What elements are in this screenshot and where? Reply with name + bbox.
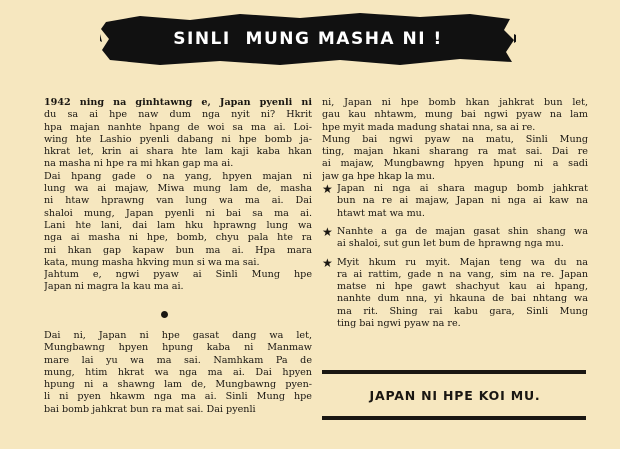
text-line: hpe myit mada madung shatai nna, sa ai re. (322, 121, 536, 133)
text-line: nanhte dum nna, yi hkauna de bai nhtang wa (337, 293, 588, 305)
left-paragraph-2 (44, 171, 312, 269)
text-line: bun na re ai majaw, Japan ni nga ai kaw na (337, 195, 588, 207)
text-line: mung, htim hkrat wa nga ma ai. Dai hpyen (44, 366, 312, 378)
footer-top-rule (322, 370, 586, 374)
text-line: Dai ni, Japan ni hpe gasat dang wa let, (44, 330, 312, 341)
left-column (44, 97, 312, 294)
text-line: Mungbawng hpyen hpung kaba ni Manmaw (44, 342, 312, 354)
star-item-2 (322, 226, 588, 251)
left-paragraph-3 (44, 269, 312, 294)
text-line: ma rit. Shing rai kabu gara, Sinli Mung (337, 305, 588, 317)
text-line: hkrat let, krin ai shara hte lam kaji kaba hkan (44, 146, 312, 158)
text-line: 1942 ning na ginhtawng e, Japan pyenli ni (44, 97, 312, 108)
text-line: Dai hpang gade o na yang, hpyen majan ni (44, 170, 312, 182)
star-icon: ★ (322, 224, 333, 239)
text-line: ting bai ngwi pyaw na re. (337, 318, 461, 330)
text-line: kata, mung masha hkving mun si wa ma sai. (44, 256, 260, 268)
right-paragraph-1 (322, 97, 588, 134)
text-line: hpa majan nanhte hpang de woi sa ma ai. Loi- (44, 121, 312, 133)
text-line: nga ai masha ni hpe, bomb, chyu pala hte ra (44, 232, 312, 244)
left-paragraph-1 (44, 97, 312, 171)
left-paragraph-4 (44, 330, 312, 416)
text-line: Japan ni nga ai shara magup bomb jahkrat (337, 183, 588, 195)
text-line: bai bomb jahkrat bun ra mat sai. Dai pyenli (44, 403, 256, 415)
text-line: ra ai rattim, gade n na vang, sim na re. Japan (337, 268, 588, 280)
text-line: Nanhte a ga de majan gasat shin shang wa (337, 225, 588, 237)
text-line: ai majaw, Mungbawng hpyen hpung ni a sadi (322, 158, 588, 170)
text-line: Mung bai ngwi pyaw na matu, Sinli Mung (322, 133, 588, 145)
text-line: na masha ni hpe ra mi hkan gap ma ai. (44, 158, 234, 170)
text-line: lung wa ai majaw, Miwa mung lam de, masha (44, 183, 312, 195)
footer-slogan: JAPAN NI HPE KOI MU. (369, 388, 541, 403)
star-icon: ★ (322, 255, 333, 270)
text-line: Jahtum e, ngwi pyaw ai Sinli Mung hpe (44, 269, 312, 281)
text-line: ting, majan hkani sharang ra mat sai. Dai re (322, 146, 588, 158)
star-item-3 (322, 257, 588, 331)
headline-banner (100, 12, 516, 66)
text-line: Lani hte lani, dai lam hku hprawng lung wa (44, 219, 312, 231)
text-line: jaw ga hpe hkap la mu. (322, 170, 435, 182)
right-column (322, 97, 588, 330)
text-line: hpung ni a shawng lam de, Mungbawng pyen- (44, 379, 312, 391)
footer-bottom-rule (322, 416, 586, 420)
text-line: htawt mat wa mu. (337, 207, 425, 219)
star-icon: ★ (322, 182, 333, 197)
text-line: du sa ai hpe naw dum nga nyit ni? Hkrit (44, 109, 312, 121)
right-paragraph-2 (322, 134, 588, 183)
text-line: ai shaloi, sut gun let bum de hprawng nga mu. (337, 238, 564, 250)
star-item-1 (322, 183, 588, 220)
headline-title: SINLI MUNG MASHA NI ! (173, 29, 443, 49)
text-line: Japan ni magra la kau ma ai. (44, 281, 184, 293)
text-line: shaloi mung, Japan pyenli ni bai sa ma ai. (44, 207, 312, 219)
text-line: Myit hkum ru myit. Majan teng wa du na (337, 256, 588, 268)
text-line: li ni pyen hkawm nga ma ai. Sinli Mung hpe (44, 391, 312, 403)
text-line: ni htaw hprawng van lung wa ma ai. Dai (44, 195, 312, 207)
text-line: wing hte Lashio pyenli dabang ni hpe bomb ja- (44, 133, 312, 145)
section-divider-dot (161, 311, 168, 318)
left-column-lower (44, 330, 312, 416)
text-line: mi hkan gap kapaw bun ma ai. Hpa mara (44, 244, 312, 256)
text-line: ni, Japan ni hpe bomb hkan jahkrat bun let, (322, 97, 588, 108)
text-line: matse ni hpe gawt shachyut kau ai hpang, (337, 281, 588, 293)
text-line: mare lai yu wa ma sai. Namhkam Pa de (44, 354, 312, 366)
text-line: gau kau nhtawm, mung bai ngwi pyaw na lam (322, 109, 588, 121)
